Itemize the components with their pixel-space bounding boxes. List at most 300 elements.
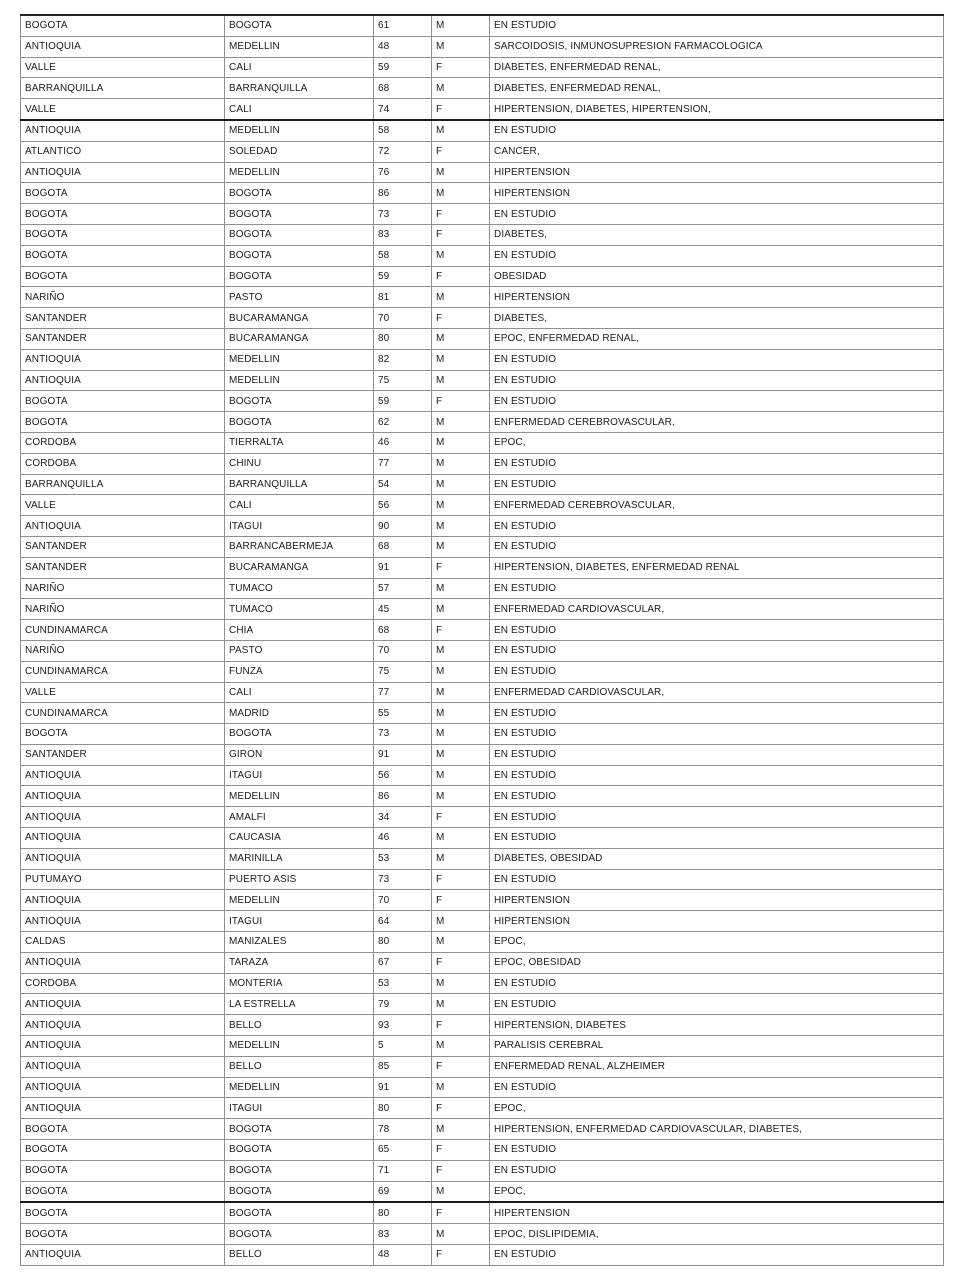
cell-sex: M	[432, 516, 490, 537]
cell-department: ANTIOQUIA	[21, 1036, 225, 1057]
cell-department: BOGOTA	[21, 224, 225, 245]
table-row	[21, 640, 944, 661]
cell-department: VALLE	[21, 99, 225, 120]
cell-condition: EN ESTUDIO	[490, 973, 944, 994]
cell-department: CUNDINAMARCA	[21, 620, 225, 641]
cell-department: ANTIOQUIA	[21, 162, 225, 183]
cell-condition: EN ESTUDIO	[490, 120, 944, 141]
cell-sex: M	[432, 432, 490, 453]
cell-condition: HIPERTENSION	[490, 911, 944, 932]
cell-city: TUMACO	[225, 578, 374, 599]
cell-sex: M	[432, 495, 490, 516]
cell-city: FUNZA	[225, 661, 374, 682]
cell-age: 77	[374, 682, 432, 703]
cell-sex: F	[432, 99, 490, 120]
cell-city: BUCARAMANGA	[225, 308, 374, 329]
cell-age: 55	[374, 703, 432, 724]
cell-condition: EN ESTUDIO	[490, 744, 944, 765]
cell-sex: F	[432, 1056, 490, 1077]
cell-sex: M	[432, 328, 490, 349]
cell-sex: F	[432, 141, 490, 162]
cell-city: BELLO	[225, 1245, 374, 1266]
cell-age: 70	[374, 308, 432, 329]
cell-age: 80	[374, 1098, 432, 1119]
cell-condition: EN ESTUDIO	[490, 516, 944, 537]
table-row	[21, 890, 944, 911]
cell-department: CORDOBA	[21, 973, 225, 994]
cell-city: CALI	[225, 99, 374, 120]
cell-city: CALI	[225, 57, 374, 78]
table-row	[21, 245, 944, 266]
cell-city: BELLO	[225, 1015, 374, 1036]
cell-city: BOGOTA	[225, 1160, 374, 1181]
cell-department: BARRANQUILLA	[21, 78, 225, 99]
cell-condition: EPOC, OBESIDAD	[490, 952, 944, 973]
cell-city: MEDELLIN	[225, 1077, 374, 1098]
cell-department: VALLE	[21, 495, 225, 516]
cell-age: 65	[374, 1140, 432, 1161]
cell-city: TIERRALTA	[225, 432, 374, 453]
cell-department: ANTIOQUIA	[21, 349, 225, 370]
cell-age: 80	[374, 328, 432, 349]
cell-age: 68	[374, 536, 432, 557]
cell-age: 48	[374, 1245, 432, 1266]
cell-department: BOGOTA	[21, 1181, 225, 1202]
table-row	[21, 349, 944, 370]
cell-city: CALI	[225, 495, 374, 516]
cell-condition: EN ESTUDIO	[490, 786, 944, 807]
cell-sex: M	[432, 1224, 490, 1245]
cell-department: ANTIOQUIA	[21, 890, 225, 911]
cell-department: NARIÑO	[21, 640, 225, 661]
cell-city: BOGOTA	[225, 266, 374, 287]
cell-city: BARRANCABERMEJA	[225, 536, 374, 557]
cell-age: 70	[374, 890, 432, 911]
table-row	[21, 474, 944, 495]
cell-department: ANTIOQUIA	[21, 1098, 225, 1119]
cell-city: PASTO	[225, 287, 374, 308]
cell-department: SANTANDER	[21, 557, 225, 578]
cell-sex: F	[432, 807, 490, 828]
cell-city: BOGOTA	[225, 204, 374, 225]
cell-condition: EN ESTUDIO	[490, 391, 944, 412]
cell-sex: F	[432, 557, 490, 578]
table-row	[21, 78, 944, 99]
cell-age: 73	[374, 204, 432, 225]
cell-age: 91	[374, 1077, 432, 1098]
cell-sex: M	[432, 78, 490, 99]
cell-condition: EPOC,	[490, 1181, 944, 1202]
table-row	[21, 557, 944, 578]
cell-condition: EN ESTUDIO	[490, 724, 944, 745]
cell-condition: EN ESTUDIO	[490, 807, 944, 828]
cell-age: 59	[374, 391, 432, 412]
cell-condition: HIPERTENSION	[490, 162, 944, 183]
table-row	[21, 994, 944, 1015]
cell-city: BUCARAMANGA	[225, 557, 374, 578]
cell-sex: M	[432, 453, 490, 474]
table-row	[21, 432, 944, 453]
cell-condition: EN ESTUDIO	[490, 370, 944, 391]
cell-condition: EPOC, DISLIPIDEMIA,	[490, 1224, 944, 1245]
cell-age: 90	[374, 516, 432, 537]
cell-condition: HIPERTENSION, DIABETES, ENFERMEDAD RENAL	[490, 557, 944, 578]
cell-condition: ENFERMEDAD CARDIOVASCULAR,	[490, 682, 944, 703]
cell-sex: M	[432, 1036, 490, 1057]
cell-department: BOGOTA	[21, 1140, 225, 1161]
cell-sex: F	[432, 266, 490, 287]
cell-condition: EN ESTUDIO	[490, 1077, 944, 1098]
cell-city: MEDELLIN	[225, 36, 374, 57]
cell-department: ANTIOQUIA	[21, 1056, 225, 1077]
table-row	[21, 620, 944, 641]
table-row	[21, 661, 944, 682]
cell-condition: EN ESTUDIO	[490, 204, 944, 225]
cell-age: 53	[374, 848, 432, 869]
cell-age: 75	[374, 370, 432, 391]
cell-condition: EPOC, ENFERMEDAD RENAL,	[490, 328, 944, 349]
cell-age: 58	[374, 120, 432, 141]
cell-city: BOGOTA	[225, 1119, 374, 1140]
table-row	[21, 765, 944, 786]
cell-sex: M	[432, 349, 490, 370]
table-row	[21, 1224, 944, 1245]
cell-condition: EN ESTUDIO	[490, 640, 944, 661]
cell-sex: M	[432, 245, 490, 266]
cell-city: BOGOTA	[225, 15, 374, 36]
cell-city: CHIA	[225, 620, 374, 641]
cell-sex: F	[432, 1140, 490, 1161]
table-row	[21, 370, 944, 391]
cell-age: 59	[374, 57, 432, 78]
table-row	[21, 266, 944, 287]
cell-sex: M	[432, 682, 490, 703]
cell-condition: EN ESTUDIO	[490, 453, 944, 474]
cell-sex: F	[432, 890, 490, 911]
cell-sex: M	[432, 911, 490, 932]
table-row	[21, 495, 944, 516]
cell-department: ANTIOQUIA	[21, 370, 225, 391]
cell-age: 86	[374, 786, 432, 807]
cell-city: MEDELLIN	[225, 1036, 374, 1057]
table-row	[21, 99, 944, 120]
cell-city: ITAGUI	[225, 1098, 374, 1119]
cell-age: 83	[374, 1224, 432, 1245]
cell-sex: F	[432, 869, 490, 890]
cell-sex: M	[432, 599, 490, 620]
table-row	[21, 1098, 944, 1119]
cell-condition: ENFERMEDAD CEREBROVASCULAR,	[490, 412, 944, 433]
cell-city: CHINU	[225, 453, 374, 474]
cell-department: CORDOBA	[21, 432, 225, 453]
cell-age: 56	[374, 765, 432, 786]
table-row	[21, 1077, 944, 1098]
cell-condition: SARCOIDOSIS, INMUNOSUPRESION FARMACOLOGICA	[490, 36, 944, 57]
cell-condition: ENFERMEDAD CEREBROVASCULAR,	[490, 495, 944, 516]
cell-city: ITAGUI	[225, 765, 374, 786]
cell-city: CALI	[225, 682, 374, 703]
cell-condition: HIPERTENSION	[490, 1202, 944, 1223]
table-row	[21, 36, 944, 57]
table-row	[21, 786, 944, 807]
cell-department: ANTIOQUIA	[21, 786, 225, 807]
cell-age: 67	[374, 952, 432, 973]
cell-condition: HIPERTENSION	[490, 890, 944, 911]
cell-city: BOGOTA	[225, 1224, 374, 1245]
cell-department: BOGOTA	[21, 391, 225, 412]
cell-sex: M	[432, 744, 490, 765]
cell-department: NARIÑO	[21, 599, 225, 620]
table-row	[21, 204, 944, 225]
cell-city: MEDELLIN	[225, 890, 374, 911]
cell-city: BOGOTA	[225, 183, 374, 204]
cell-city: MONTERIA	[225, 973, 374, 994]
table-row	[21, 1181, 944, 1202]
cell-age: 75	[374, 661, 432, 682]
table-row	[21, 973, 944, 994]
cell-condition: DIABETES, ENFERMEDAD RENAL,	[490, 78, 944, 99]
cell-city: BOGOTA	[225, 1202, 374, 1223]
cell-city: BOGOTA	[225, 724, 374, 745]
table-row	[21, 287, 944, 308]
cell-age: 70	[374, 640, 432, 661]
cell-condition: EN ESTUDIO	[490, 703, 944, 724]
cell-age: 69	[374, 1181, 432, 1202]
cell-sex: F	[432, 1098, 490, 1119]
cell-department: SANTANDER	[21, 308, 225, 329]
cell-condition: ENFERMEDAD CARDIOVASCULAR,	[490, 599, 944, 620]
cell-city: AMALFI	[225, 807, 374, 828]
table-row	[21, 952, 944, 973]
cell-department: ANTIOQUIA	[21, 1015, 225, 1036]
cell-city: BOGOTA	[225, 224, 374, 245]
cell-age: 5	[374, 1036, 432, 1057]
cell-department: BOGOTA	[21, 266, 225, 287]
cell-department: ANTIOQUIA	[21, 1077, 225, 1098]
cell-city: MEDELLIN	[225, 120, 374, 141]
cell-department: CORDOBA	[21, 453, 225, 474]
cell-condition: EN ESTUDIO	[490, 869, 944, 890]
cell-sex: M	[432, 994, 490, 1015]
cell-condition: EN ESTUDIO	[490, 828, 944, 849]
cell-sex: M	[432, 474, 490, 495]
cell-condition: DIABETES,	[490, 308, 944, 329]
cell-department: ANTIOQUIA	[21, 952, 225, 973]
cell-department: BOGOTA	[21, 245, 225, 266]
cell-sex: M	[432, 640, 490, 661]
cell-city: TARAZA	[225, 952, 374, 973]
table-row	[21, 391, 944, 412]
cell-condition: OBESIDAD	[490, 266, 944, 287]
cell-department: CUNDINAMARCA	[21, 661, 225, 682]
table-row	[21, 1056, 944, 1077]
cell-city: CAUCASIA	[225, 828, 374, 849]
cell-department: ANTIOQUIA	[21, 994, 225, 1015]
cell-condition: DIABETES, OBESIDAD	[490, 848, 944, 869]
cell-age: 78	[374, 1119, 432, 1140]
cell-condition: EN ESTUDIO	[490, 620, 944, 641]
cell-sex: M	[432, 287, 490, 308]
cell-department: NARIÑO	[21, 287, 225, 308]
cell-department: BOGOTA	[21, 1202, 225, 1223]
cell-age: 91	[374, 744, 432, 765]
cell-city: LA ESTRELLA	[225, 994, 374, 1015]
cell-department: BOGOTA	[21, 204, 225, 225]
cell-sex: M	[432, 412, 490, 433]
table-row	[21, 1036, 944, 1057]
table-row	[21, 828, 944, 849]
cell-age: 46	[374, 432, 432, 453]
cell-department: ANTIOQUIA	[21, 807, 225, 828]
table-row	[21, 911, 944, 932]
cell-city: PASTO	[225, 640, 374, 661]
table-row	[21, 412, 944, 433]
cell-condition: DIABETES,	[490, 224, 944, 245]
cell-condition: EPOC,	[490, 432, 944, 453]
cell-city: BOGOTA	[225, 1181, 374, 1202]
cell-sex: F	[432, 1015, 490, 1036]
table-row	[21, 328, 944, 349]
table-row	[21, 578, 944, 599]
cell-sex: F	[432, 57, 490, 78]
table-row	[21, 703, 944, 724]
cell-age: 79	[374, 994, 432, 1015]
table-row	[21, 599, 944, 620]
cell-sex: M	[432, 973, 490, 994]
cell-city: SOLEDAD	[225, 141, 374, 162]
cell-city: BELLO	[225, 1056, 374, 1077]
cell-city: TUMACO	[225, 599, 374, 620]
cell-city: ITAGUI	[225, 516, 374, 537]
cell-department: BARRANQUILLA	[21, 474, 225, 495]
cell-sex: M	[432, 848, 490, 869]
table-row	[21, 744, 944, 765]
cell-age: 53	[374, 973, 432, 994]
cell-sex: F	[432, 391, 490, 412]
cell-department: PUTUMAYO	[21, 869, 225, 890]
table-row	[21, 516, 944, 537]
cell-sex: M	[432, 786, 490, 807]
cell-condition: EN ESTUDIO	[490, 474, 944, 495]
cell-age: 61	[374, 15, 432, 36]
cell-condition: DIABETES, ENFERMEDAD RENAL,	[490, 57, 944, 78]
cell-condition: EN ESTUDIO	[490, 1140, 944, 1161]
cell-department: VALLE	[21, 57, 225, 78]
cell-condition: EN ESTUDIO	[490, 536, 944, 557]
cell-city: MEDELLIN	[225, 349, 374, 370]
table-row	[21, 932, 944, 953]
cell-city: BARRANQUILLA	[225, 78, 374, 99]
cell-age: 85	[374, 1056, 432, 1077]
cell-age: 48	[374, 36, 432, 57]
table-row	[21, 536, 944, 557]
cell-department: BOGOTA	[21, 1160, 225, 1181]
cell-sex: M	[432, 661, 490, 682]
cell-age: 68	[374, 78, 432, 99]
cell-age: 77	[374, 453, 432, 474]
table-row	[21, 162, 944, 183]
cell-city: BOGOTA	[225, 1140, 374, 1161]
cell-sex: F	[432, 308, 490, 329]
cell-department: ANTIOQUIA	[21, 848, 225, 869]
cell-condition: EPOC,	[490, 932, 944, 953]
cell-department: ANTIOQUIA	[21, 120, 225, 141]
cell-condition: HIPERTENSION	[490, 287, 944, 308]
cell-sex: F	[432, 1245, 490, 1266]
table-row	[21, 1245, 944, 1266]
cell-age: 59	[374, 266, 432, 287]
cell-city: BUCARAMANGA	[225, 328, 374, 349]
cell-sex: M	[432, 1119, 490, 1140]
cell-sex: M	[432, 703, 490, 724]
cell-condition: EN ESTUDIO	[490, 578, 944, 599]
cell-city: MADRID	[225, 703, 374, 724]
cell-department: ANTIOQUIA	[21, 1245, 225, 1266]
cell-sex: M	[432, 828, 490, 849]
cell-department: CUNDINAMARCA	[21, 703, 225, 724]
cell-age: 93	[374, 1015, 432, 1036]
cell-age: 46	[374, 828, 432, 849]
cell-city: MEDELLIN	[225, 370, 374, 391]
cell-city: BOGOTA	[225, 412, 374, 433]
cell-condition: EN ESTUDIO	[490, 994, 944, 1015]
cell-department: BOGOTA	[21, 183, 225, 204]
cell-city: GIRON	[225, 744, 374, 765]
cell-sex: F	[432, 224, 490, 245]
cell-condition: HIPERTENSION, DIABETES	[490, 1015, 944, 1036]
cell-sex: M	[432, 1077, 490, 1098]
cell-sex: F	[432, 620, 490, 641]
cell-department: NARIÑO	[21, 578, 225, 599]
table-row	[21, 724, 944, 745]
cell-sex: M	[432, 1181, 490, 1202]
cell-age: 71	[374, 1160, 432, 1181]
cell-sex: M	[432, 36, 490, 57]
table-row	[21, 453, 944, 474]
cell-department: ANTIOQUIA	[21, 911, 225, 932]
cell-city: BARRANQUILLA	[225, 474, 374, 495]
cell-condition: HIPERTENSION, DIABETES, HIPERTENSION,	[490, 99, 944, 120]
cell-age: 58	[374, 245, 432, 266]
cell-age: 80	[374, 1202, 432, 1223]
cell-city: MEDELLIN	[225, 786, 374, 807]
table-body	[21, 15, 944, 1265]
cell-condition: PARALISIS CEREBRAL	[490, 1036, 944, 1057]
table-row	[21, 869, 944, 890]
cell-department: SANTANDER	[21, 744, 225, 765]
cell-department: ANTIOQUIA	[21, 516, 225, 537]
cell-condition: EN ESTUDIO	[490, 1245, 944, 1266]
cell-condition: HIPERTENSION	[490, 183, 944, 204]
cell-sex: F	[432, 204, 490, 225]
cell-condition: EPOC,	[490, 1098, 944, 1119]
cell-department: SANTANDER	[21, 536, 225, 557]
cell-city: ITAGUI	[225, 911, 374, 932]
cell-department: ANTIOQUIA	[21, 36, 225, 57]
cell-age: 64	[374, 911, 432, 932]
cell-condition: CANCER,	[490, 141, 944, 162]
cell-condition: EN ESTUDIO	[490, 1160, 944, 1181]
cell-age: 45	[374, 599, 432, 620]
cell-condition: EN ESTUDIO	[490, 349, 944, 370]
cell-sex: M	[432, 536, 490, 557]
table-row	[21, 1119, 944, 1140]
table-row	[21, 1202, 944, 1223]
cell-age: 82	[374, 349, 432, 370]
table-row	[21, 183, 944, 204]
cell-age: 56	[374, 495, 432, 516]
cell-age: 62	[374, 412, 432, 433]
